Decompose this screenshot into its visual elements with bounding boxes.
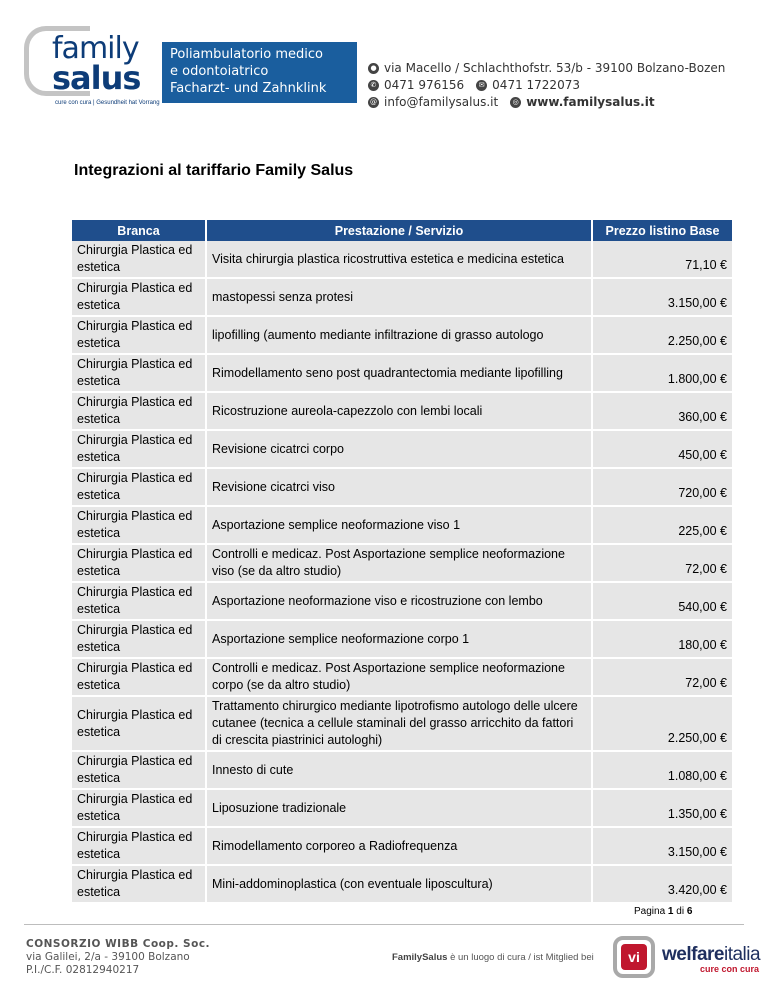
cell-prestazione: Controlli e medicaz. Post Asportazione semplice neoformazione viso (se da altro studio) [206, 544, 592, 582]
company-name: CONSORZIO WIBB Coop. Soc. [26, 938, 211, 950]
page-total: 6 [686, 906, 693, 917]
header-branca: Branca [72, 220, 206, 241]
welfare-italia-icon [613, 936, 655, 978]
welfare-subtitle: cure con cura [700, 964, 760, 974]
welfare-mark-text: vi [621, 944, 647, 970]
welfare-word-a: welfare [662, 944, 724, 965]
cell-branca: Chirurgia Plastica ed estetica [72, 430, 206, 468]
cell-prezzo: 72,00 € [592, 544, 732, 582]
table-row [72, 827, 732, 865]
table-header-row [72, 220, 732, 241]
cell-prestazione: Asportazione neoformazione viso e ricostruzione con lembo [206, 582, 592, 620]
family-salus-logo [24, 26, 160, 108]
cell-branca: Chirurgia Plastica ed estetica [72, 582, 206, 620]
cell-prezzo: 3.150,00 € [592, 827, 732, 865]
cell-branca: Chirurgia Plastica ed estetica [72, 789, 206, 827]
cell-prezzo: 225,00 € [592, 506, 732, 544]
cell-branca: Chirurgia Plastica ed estetica [72, 751, 206, 789]
cell-branca: Chirurgia Plastica ed estetica [72, 241, 206, 278]
cell-branca: Chirurgia Plastica ed estetica [72, 468, 206, 506]
table-row [72, 392, 732, 430]
table-row [72, 506, 732, 544]
footer-divider [24, 924, 744, 925]
table-row [72, 696, 732, 751]
cell-prestazione: Rimodellamento corporeo a Radiofrequenza [206, 827, 592, 865]
table-row [72, 789, 732, 827]
logo-family-text: family [52, 31, 139, 66]
cell-branca: Chirurgia Plastica ed estetica [72, 316, 206, 354]
table-row [72, 468, 732, 506]
cell-prestazione: Ricostruzione aureola-capezzolo con lembi locali [206, 392, 592, 430]
cell-prezzo: 450,00 € [592, 430, 732, 468]
cell-prestazione: Rimodellamento seno post quadrantectomia mediante lipofilling [206, 354, 592, 392]
cell-prestazione: Liposuzione tradizionale [206, 789, 592, 827]
cell-prezzo: 3.420,00 € [592, 865, 732, 903]
page-title: Integrazioni al tariffario Family Salus [74, 162, 354, 179]
footer-company [26, 938, 210, 977]
email-link[interactable]: info@familysalus.it [384, 95, 499, 109]
cell-prestazione: Controlli e medicaz. Post Asportazione semplice neoformazione corpo (se da altro studio) [206, 658, 592, 696]
page-prefix: Pagina [634, 906, 666, 917]
cell-prestazione: Trattamento chirurgico mediante lipotrofismo autologo delle ulcere cutanee (tecnica a cellule staminali del grasso arricchito da fattori di crescita piastrinici autologhi) [206, 696, 592, 751]
header-prezzo: Prezzo listino Base [592, 220, 732, 241]
cell-prestazione: Asportazione semplice neoformazione viso 1 [206, 506, 592, 544]
table-row [72, 582, 732, 620]
table-row [72, 620, 732, 658]
phone-icon: ✆ [368, 80, 379, 91]
cell-prestazione: lipofilling (aumento mediante infiltrazione di grasso autologo [206, 316, 592, 354]
location-icon: ● [368, 63, 379, 74]
cell-branca: Chirurgia Plastica ed estetica [72, 506, 206, 544]
cell-prezzo: 72,00 € [592, 658, 732, 696]
table-row [72, 544, 732, 582]
logo-tagline: cure con cura | Gesundheit hat Vorrang [55, 100, 160, 106]
cell-prestazione: mastopessi senza protesi [206, 278, 592, 316]
cell-prezzo: 1.080,00 € [592, 751, 732, 789]
table-row [72, 316, 732, 354]
table-row [72, 278, 732, 316]
cell-branca: Chirurgia Plastica ed estetica [72, 392, 206, 430]
fax-icon: ✉ [476, 80, 487, 91]
cell-prestazione: Asportazione semplice neoformazione corpo 1 [206, 620, 592, 658]
cell-prezzo: 360,00 € [592, 392, 732, 430]
cell-prezzo: 1.800,00 € [592, 354, 732, 392]
table-row [72, 430, 732, 468]
fax-text: 0471 1722073 [492, 78, 580, 92]
cell-branca: Chirurgia Plastica ed estetica [72, 696, 206, 751]
table-row [72, 658, 732, 696]
cell-branca: Chirurgia Plastica ed estetica [72, 865, 206, 903]
cell-prestazione: Visita chirurgia plastica ricostruttiva estetica e medicina estetica [206, 241, 592, 278]
page-number [634, 906, 692, 917]
table-row [72, 751, 732, 789]
cell-prezzo: 1.350,00 € [592, 789, 732, 827]
cell-branca: Chirurgia Plastica ed estetica [72, 544, 206, 582]
cell-branca: Chirurgia Plastica ed estetica [72, 658, 206, 696]
clinic-banner [162, 42, 357, 103]
contact-info [368, 60, 748, 111]
banner-line-3: Facharzt- und Zahnklink [170, 81, 327, 96]
company-address: via Galilei, 2/a - 39100 Bolzano [26, 951, 190, 963]
cell-prestazione: Innesto di cute [206, 751, 592, 789]
welfare-italia-logo [662, 944, 760, 966]
banner-line-1: Poliambulatorio medico [170, 47, 323, 62]
table-row [72, 354, 732, 392]
footer-brand: FamilySalus [392, 952, 448, 963]
cell-prestazione: Revisione cicatrci viso [206, 468, 592, 506]
banner-line-2: e odontoiatrico [170, 64, 269, 79]
cell-prezzo: 2.250,00 € [592, 696, 732, 751]
cell-prezzo: 180,00 € [592, 620, 732, 658]
page-sep: di [676, 906, 685, 917]
footer-membership [392, 952, 594, 963]
welfare-word-b: italia [723, 944, 761, 965]
footer-tagline: è un luogo di cura / ist Mitglied bei [450, 952, 594, 963]
cell-prezzo: 71,10 € [592, 241, 732, 278]
table-row [72, 865, 732, 903]
logo-salus-text: salus [52, 59, 141, 97]
cell-prestazione: Revisione cicatrci corpo [206, 430, 592, 468]
web-icon: ◎ [510, 97, 521, 108]
cell-prezzo: 720,00 € [592, 468, 732, 506]
website-link[interactable]: www.familysalus.it [526, 95, 655, 109]
page-current: 1 [667, 906, 674, 917]
address-text: via Macello / Schlachthofstr. 53/b - 39100 Bolzano-Bozen [384, 61, 726, 75]
header-prestazione: Prestazione / Servizio [206, 220, 592, 241]
phone-text[interactable]: 0471 976156 [384, 78, 465, 92]
email-icon: @ [370, 98, 377, 106]
cell-branca: Chirurgia Plastica ed estetica [72, 620, 206, 658]
cell-prezzo: 540,00 € [592, 582, 732, 620]
cell-branca: Chirurgia Plastica ed estetica [72, 354, 206, 392]
cell-branca: Chirurgia Plastica ed estetica [72, 278, 206, 316]
cell-prezzo: 3.150,00 € [592, 278, 732, 316]
company-vat: P.I./C.F. 02812940217 [26, 964, 140, 976]
table-row [72, 241, 732, 278]
cell-prestazione: Mini-addominoplastica (con eventuale liposcultura) [206, 865, 592, 903]
tariff-table [72, 220, 732, 904]
cell-branca: Chirurgia Plastica ed estetica [72, 827, 206, 865]
cell-prezzo: 2.250,00 € [592, 316, 732, 354]
